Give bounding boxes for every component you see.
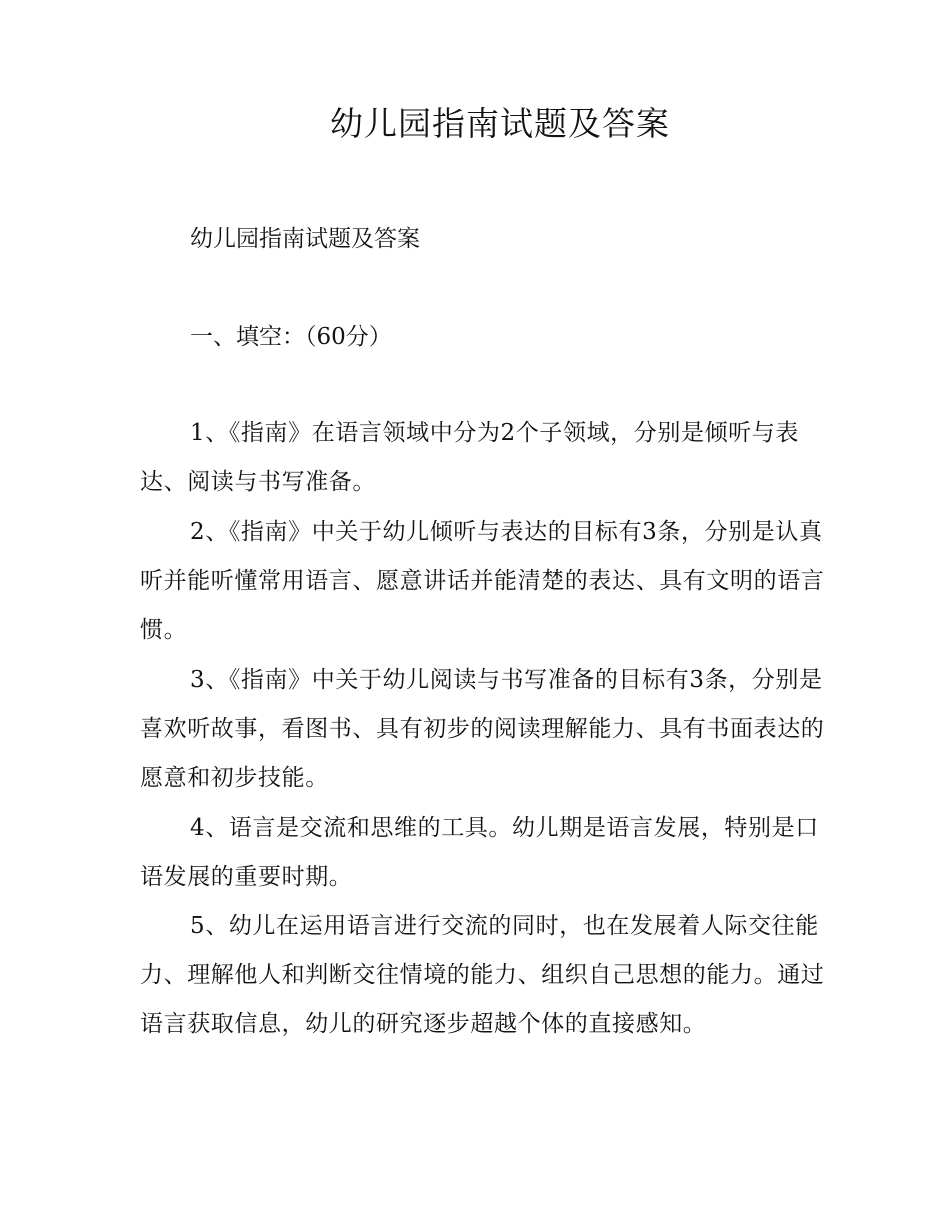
question-5: 5、幼儿在运用语言进行交流的同时，也在发展着人际交往能力、理解他人和判断交往情境的能力、组织自己思想的能力。通过语言获取信息，幼儿的研究逐步超越个体的直接感知。 bbox=[140, 913, 825, 1037]
question-1: 1、《指南》在语言领域中分为2个子领域，分别是倾听与表达、阅读与书写准备。 bbox=[140, 420, 799, 495]
section-heading: 一、填空：（60分） bbox=[190, 324, 392, 350]
document-subtitle: 幼儿园指南试题及答案 bbox=[190, 226, 420, 252]
document-title: 幼儿园指南试题及答案 bbox=[330, 104, 670, 143]
question-4: 4、语言是交流和思维的工具。幼儿期是语言发展，特别是口语发展的重要时期。 bbox=[140, 815, 819, 890]
question-3: 3、《指南》中关于幼儿阅读与书写准备的目标有3条，分别是喜欢听故事，看图书、具有初步的阅读理解能力、具有书面表达的愿意和初步技能。 bbox=[140, 667, 825, 791]
question-2: 2、《指南》中关于幼儿倾听与表达的目标有3条，分别是认真听并能听懂常用语言、愿意讲话并能清楚的表达、具有文明的语言惯。 bbox=[140, 519, 825, 643]
